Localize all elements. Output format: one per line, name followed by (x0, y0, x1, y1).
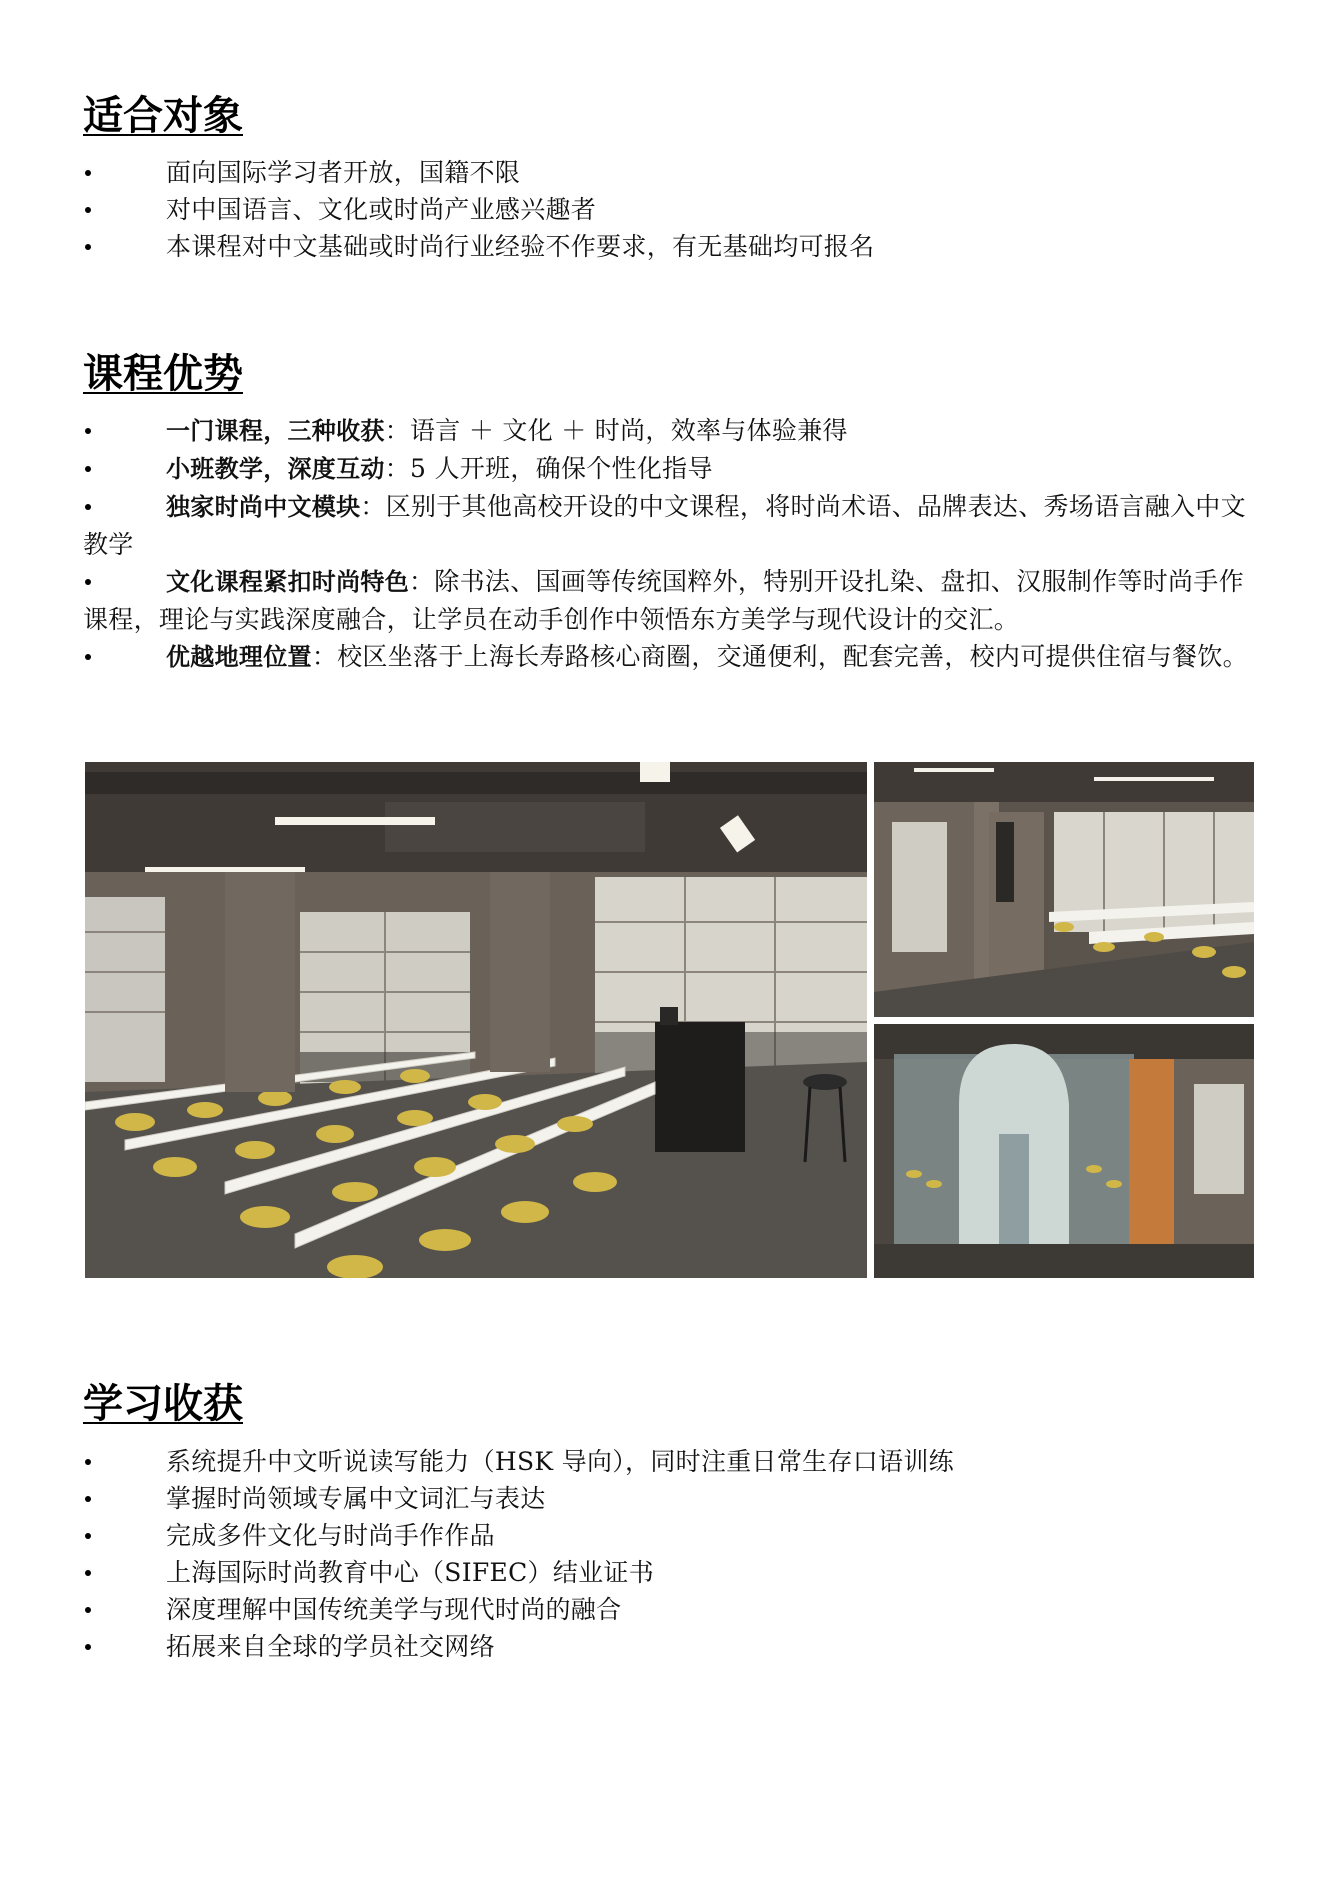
heading-audience: 适合对象 (83, 93, 243, 139)
list-item: 独家时尚中文模块：区别于其他高校开设的中文课程，将时尚术语、品牌表达、秀场语言融入中文教学 (83, 492, 1246, 559)
bullet-icon (85, 1533, 91, 1539)
list-item: 小班教学，深度互动：5 人开班，确保个性化指导 (83, 450, 1258, 488)
audience-list (83, 154, 1258, 265)
bullet-icon (85, 1607, 91, 1613)
bullet-icon (85, 428, 91, 434)
bullet-icon (85, 170, 91, 176)
classroom-photo (85, 762, 867, 1278)
list-item: 一门课程，三种收获：语言 ＋ 文化 ＋ 时尚，效率与体验兼得 (83, 412, 1258, 450)
bullet-icon (85, 1496, 91, 1502)
list-item: 完成多件文化与时尚手作作品 (83, 1517, 1258, 1554)
list-item: 对中国语言、文化或时尚产业感兴趣者 (83, 191, 1258, 228)
bullet-icon (85, 1644, 91, 1650)
list-item: 深度理解中国传统美学与现代时尚的融合 (83, 1591, 1258, 1628)
list-item: 面向国际学习者开放，国籍不限 (83, 154, 1258, 191)
advantages-list (83, 412, 1258, 676)
list-item: 本课程对中文基础或时尚行业经验不作要求，有无基础均可报名 (83, 228, 1258, 265)
heading-outcomes: 学习收获 (83, 1381, 243, 1427)
heading-advantages: 课程优势 (83, 351, 243, 397)
bullet-icon (85, 579, 91, 585)
list-item: 文化课程紧扣时尚特色：除书法、国画等传统国粹外，特别开设扎染、盘扣、汉服制作等时尚手作课程，理论与实践深度融合，让学员在动手创作中领悟东方美学与现代设计的交汇。 (83, 567, 1244, 634)
bullet-icon (85, 1459, 91, 1465)
meeting-room-photo (874, 1024, 1254, 1278)
outcomes-list (83, 1443, 1258, 1665)
list-item: 系统提升中文听说读写能力（HSK 导向），同时注重日常生存口语训练 (83, 1443, 1258, 1480)
list-item: 优越地理位置：校区坐落于上海长寿路核心商圈，交通便利，配套完善，校内可提供住宿与餐饮。 (83, 638, 1258, 676)
bullet-icon (85, 654, 91, 660)
list-item: 上海国际时尚教育中心（SIFEC）结业证书 (83, 1554, 1258, 1591)
bullet-icon (85, 504, 91, 510)
bullet-icon (85, 207, 91, 213)
bullet-icon (85, 244, 91, 250)
hallway-photo (874, 762, 1254, 1017)
bullet-icon (85, 1570, 91, 1576)
list-item: 掌握时尚领域专属中文词汇与表达 (83, 1480, 1258, 1517)
bullet-icon (85, 466, 91, 472)
list-item: 拓展来自全球的学员社交网络 (83, 1628, 1258, 1665)
